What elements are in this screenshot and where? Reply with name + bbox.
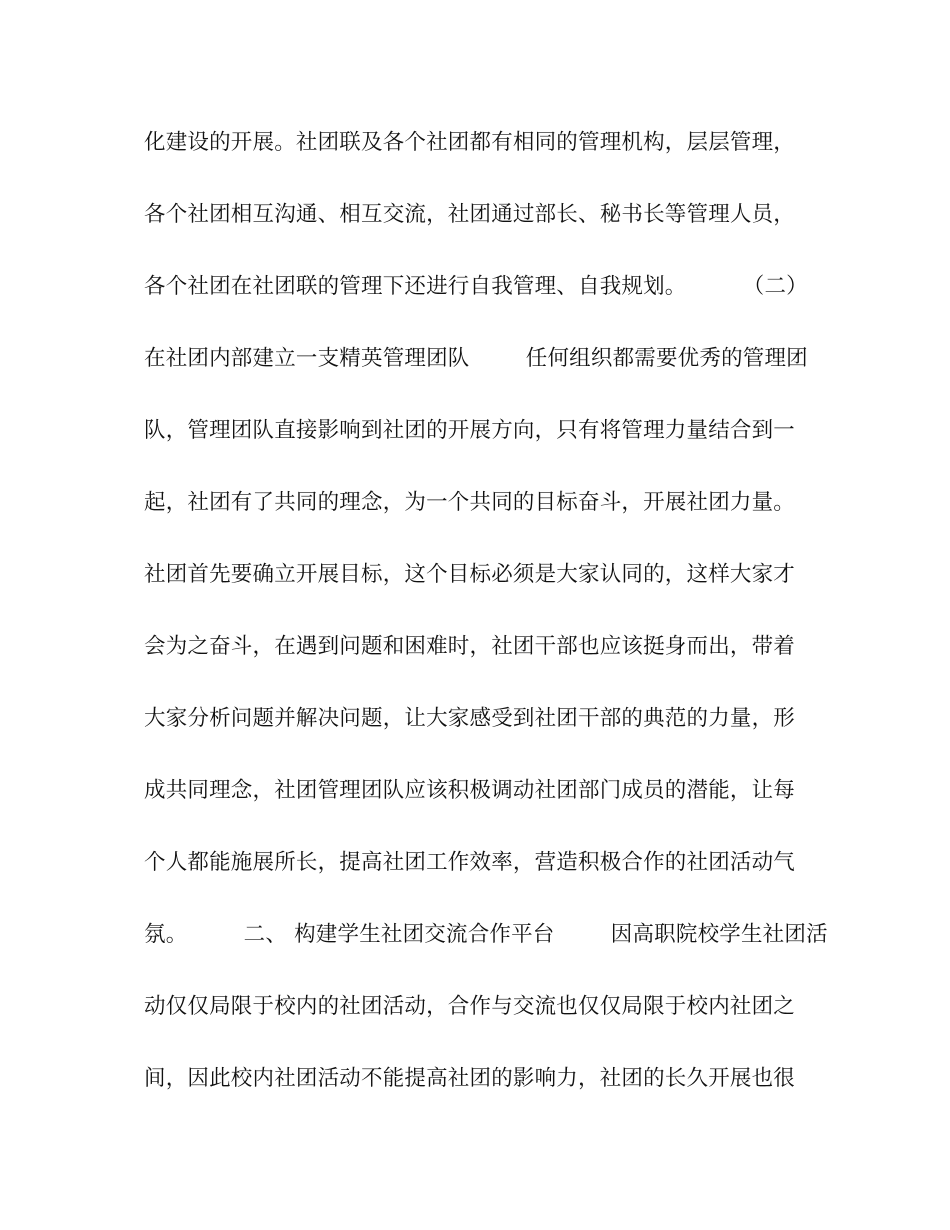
text-line: 社团首先要确立开展目标，这个目标必须是大家认同的，这样大家才: [144, 562, 796, 587]
text-line: 各个社团在社团联的管理下还进行自我管理、自我规划。 （二）: [144, 274, 808, 299]
body-text: [144, 121, 828, 1129]
text-line: 在社团内部建立一支精英管理团队 任何组织都需要优秀的管理团: [144, 346, 808, 371]
text-line: 起，社团有了共同的理念，为一个共同的目标奋斗，开展社团力量。: [144, 490, 796, 515]
text-line: 大家分析问题并解决问题，让大家感受到社团干部的典范的力量，形: [144, 706, 796, 731]
text-line: 间，因此校内社团活动不能提高社团的影响力，社团的长久开展也很: [144, 1066, 796, 1091]
text-line: 动仅仅局限于校内的社团活动，合作与交流也仅仅局限于校内社团之: [144, 994, 796, 1019]
text-line: 个人都能施展所长，提高社团工作效率，营造积极合作的社团活动气: [144, 850, 796, 875]
text-line: 氛。 二、 构建学生社团交流合作平台 因高职院校学生社团活: [144, 922, 828, 947]
text-line: 各个社团相互沟通、相互交流，社团通过部长、秘书长等管理人员，: [144, 202, 796, 227]
text-line: 化建设的开展。社团联及各个社团都有相同的管理机构，层层管理，: [144, 130, 796, 155]
text-line: 会为之奋斗，在遇到问题和困难时，社团干部也应该挺身而出，带着: [144, 634, 796, 659]
text-line: 队，管理团队直接影响到社团的开展方向，只有将管理力量结合到一: [144, 418, 796, 443]
text-line: 成共同理念，社团管理团队应该积极调动社团部门成员的潜能，让每: [144, 778, 796, 803]
